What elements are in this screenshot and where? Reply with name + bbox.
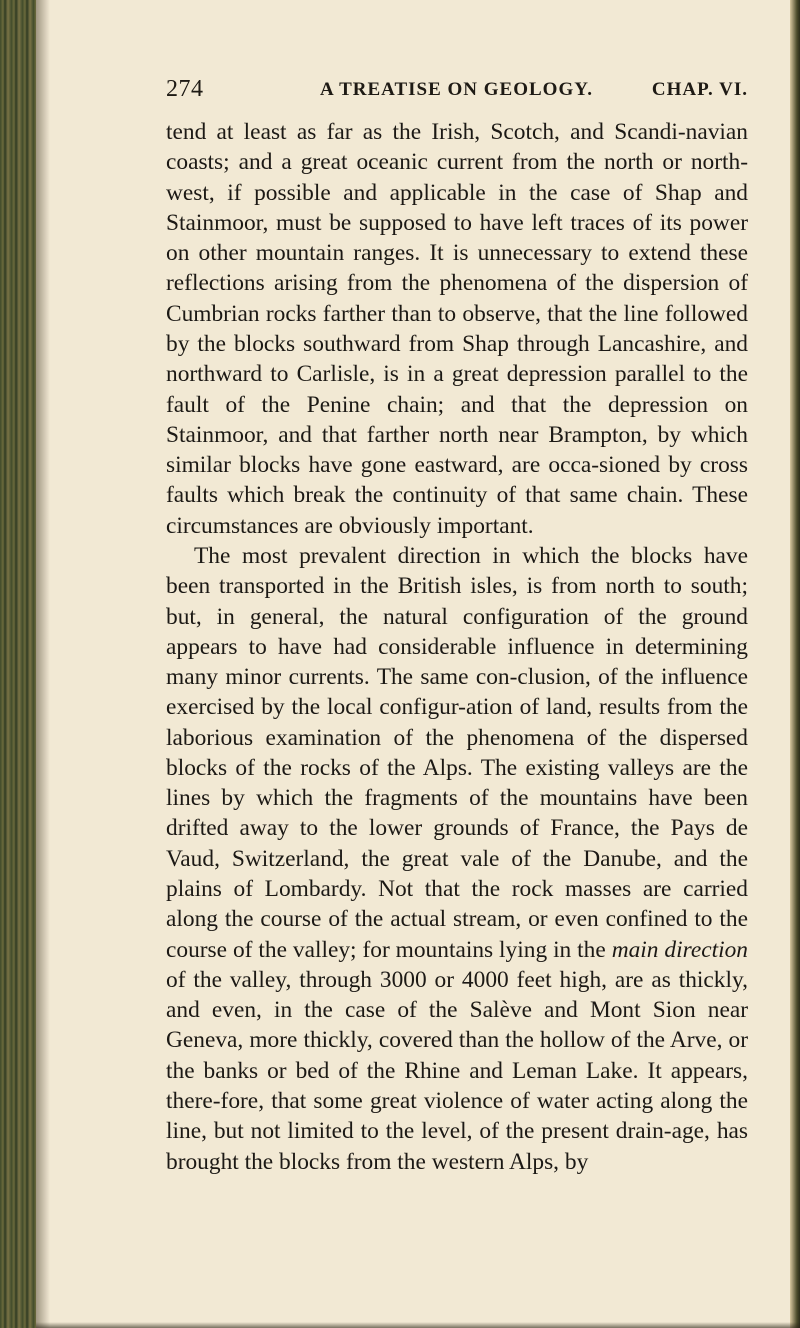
gutter-shadow [36,0,50,1328]
chapter-label: CHAP. VI. [651,79,748,100]
running-title: A TREATISE ON GEOLOGY. [320,79,593,100]
paragraph-1: tend at least as far as the Irish, Scotch, and Scandi-navian coasts; and a great oceanic current from the north or north-west, if possible and applicable in the case of Shap and Stainmoor, must be supposed to have left traces of its power on other mountain ranges. It is unnecessary to extend these reflections arising from the phenomena of the dispersion of Cumbrian rocks farther than to observe, that the line followed by the blocks southward from Shap through Lancashire, and northward to Carlisle, is in a great depression parallel to the fault of the Penine chain; and that the depression on Stainmoor, and that farther north near Brampton, by which similar blocks have gone eastward, are occa-sioned by cross faults which break the continuity of that same chain. These circumstances are obviously important. [166,119,748,539]
paragraph-2 [166,541,748,1177]
body-text [166,117,748,1177]
running-header [166,76,748,106]
page-edge [790,0,800,1328]
book-binding [0,0,36,1328]
paragraph-2-part-1: The most prevalent direction in which the blocks have been transported in the British isles, is from north to south; but, in general, the natural configuration of the ground appears to have had considerable influence in determining many minor currents. The same con-clusion, of the influence exercised by the local configur-ation of land, results from the laborious examination of the phenomena of the dispersed blocks of the rocks of the Alps. The existing valleys are the lines by which the fragments of the mountains have been drifted away to the lower grounds of France, the Pays de Vaud, Switzerland, the great vale of the Danube, and the plains of Lombardy. Not that the rock masses are carried along the course of the actual stream, or even confined to the course of the valley; for mountains lying in the [166,542,748,963]
page-bottom-edge [36,1322,800,1328]
paragraph-2-part-2: of the valley, through 3000 or 4000 feet high, are as thickly, and even, in the case of the Salève and Mont Sion near Geneva, more thickly, covered than the hollow of the Arve, or the banks or bed of the Rhine and Leman Lake. It appears, there-fore, that some great violence of water acting along the line, but not limited to the level, of the present drain-age, has brought the blocks from the western Alps, by [166,966,748,1175]
page-number: 274 [166,76,204,102]
italic-phrase: main direction [611,936,748,963]
